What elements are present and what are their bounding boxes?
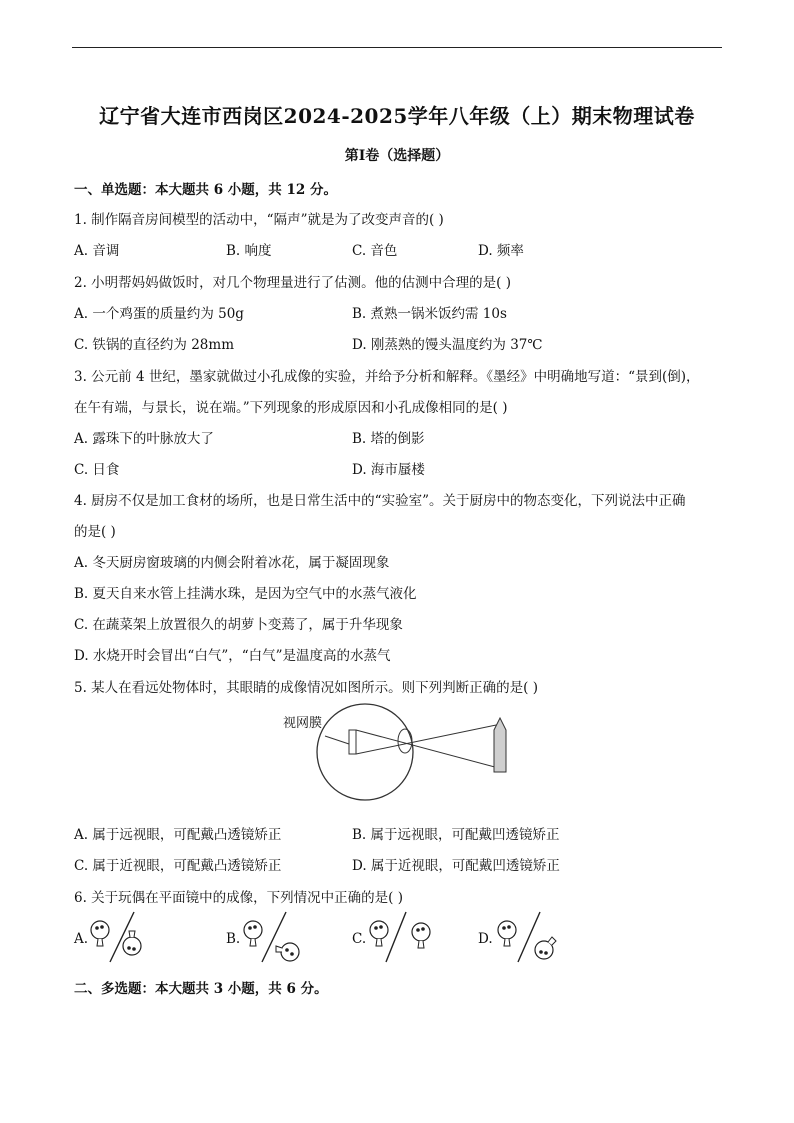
q6-option-d-figure (492, 910, 562, 966)
q5-option-b: B. 属于远视眼，可配戴凹透镜矫正 (352, 827, 560, 843)
question-2-stem: 2. 小明帮妈妈做饭时，对几个物理量进行了估测。他的估测中合理的是( ) (74, 275, 511, 291)
q4-option-c: C. 在蔬菜架上放置很久的胡萝卜变蔫了，属于升华现象 (74, 617, 403, 633)
q4-option-b: B. 夏天自来水管上挂满水珠，是因为空气中的水蒸气液化 (74, 586, 417, 602)
q6-option-d-label: D. (478, 931, 493, 947)
q4-option-a: A. 冬天厨房窗玻璃的内侧会附着冰花，属于凝固现象 (74, 555, 390, 571)
q1-option-b: B. 响度 (226, 243, 272, 259)
q6-option-a-label: A. (74, 931, 89, 947)
retina-image (349, 730, 356, 754)
q6-option-c-label: C. (352, 931, 367, 947)
q3-option-c: C. 日食 (74, 462, 120, 478)
q3-option-d: D. 海市蜃楼 (352, 462, 425, 478)
q6-option-b-label: B. (226, 931, 241, 947)
q2-option-b: B. 煮熟一锅米饭约需 10s (352, 306, 507, 322)
page-title: 辽宁省大连市西岗区2024-2025学年八年级（上）期末物理试卷 (99, 104, 695, 128)
tower-object (494, 718, 506, 772)
retina-label: 视网膜 (283, 716, 323, 731)
q2-option-d: D. 刚蒸熟的馒头温度约为 37℃ (352, 337, 543, 353)
retina-pointer-line (325, 736, 349, 744)
q6-option-c-figure (366, 910, 436, 966)
q4-option-d: D. 水烧开时会冒出“白气”，“白气”是温度高的水蒸气 (74, 648, 391, 664)
q5-option-d: D. 属于近视眼，可配戴凹透镜矫正 (352, 858, 560, 874)
q6-option-a-figure (88, 910, 158, 966)
eye-lens (398, 729, 412, 753)
question-4-stem-line2: 的是( ) (74, 524, 116, 540)
q1-option-c: C. 音色 (352, 243, 398, 259)
q2-option-a: A. 一个鸡蛋的质量约为 50g (74, 306, 244, 322)
question-4-stem-line1: 4. 厨房不仅是加工食材的场所，也是日常生活中的“实验室”。关于厨房中的物态变化，下列说法中正确 (74, 493, 686, 509)
q3-option-b: B. 塔的倒影 (352, 431, 425, 447)
q1-option-d: D. 频率 (478, 243, 524, 259)
q2-option-c: C. 铁锅的直径约为 28mm (74, 337, 235, 353)
question-5-stem: 5. 某人在看远处物体时，其眼睛的成像情况如图所示。则下列判断正确的是( ) (74, 680, 538, 696)
q5-option-c: C. 属于近视眼，可配戴凸透镜矫正 (74, 858, 282, 874)
top-rule (72, 47, 722, 48)
light-ray-1 (356, 730, 506, 770)
section-heading-single-choice: 一、单选题：本大题共 6 小题，共 12 分。 (74, 182, 337, 198)
q6-option-b-figure (240, 910, 310, 966)
section-subtitle: 第Ⅰ卷（选择题） (344, 148, 450, 164)
q3-option-a: A. 露珠下的叶脉放大了 (74, 431, 214, 447)
question-3-stem-line1: 3. 公元前 4 世纪，墨家就做过小孔成像的实验，并给予分析和解释。《墨经》中明确地写道：“景到(倒)， (74, 369, 700, 385)
eye-diagram (275, 700, 535, 812)
section-heading-multi-choice: 二、多选题：本大题共 3 小题，共 6 分。 (74, 981, 328, 997)
question-1-stem: 1. 制作隔音房间模型的活动中，“隔声”就是为了改变声音的( ) (74, 212, 444, 228)
q5-option-a: A. 属于远视眼，可配戴凸透镜矫正 (74, 827, 282, 843)
question-6-stem: 6. 关于玩偶在平面镜中的成像，下列情况中正确的是( ) (74, 890, 403, 906)
q1-option-a: A. 音调 (74, 243, 120, 259)
question-3-stem-line2: 在午有端，与景长，说在端。”下列现象的形成原因和小孔成像相同的是( ) (74, 400, 508, 416)
